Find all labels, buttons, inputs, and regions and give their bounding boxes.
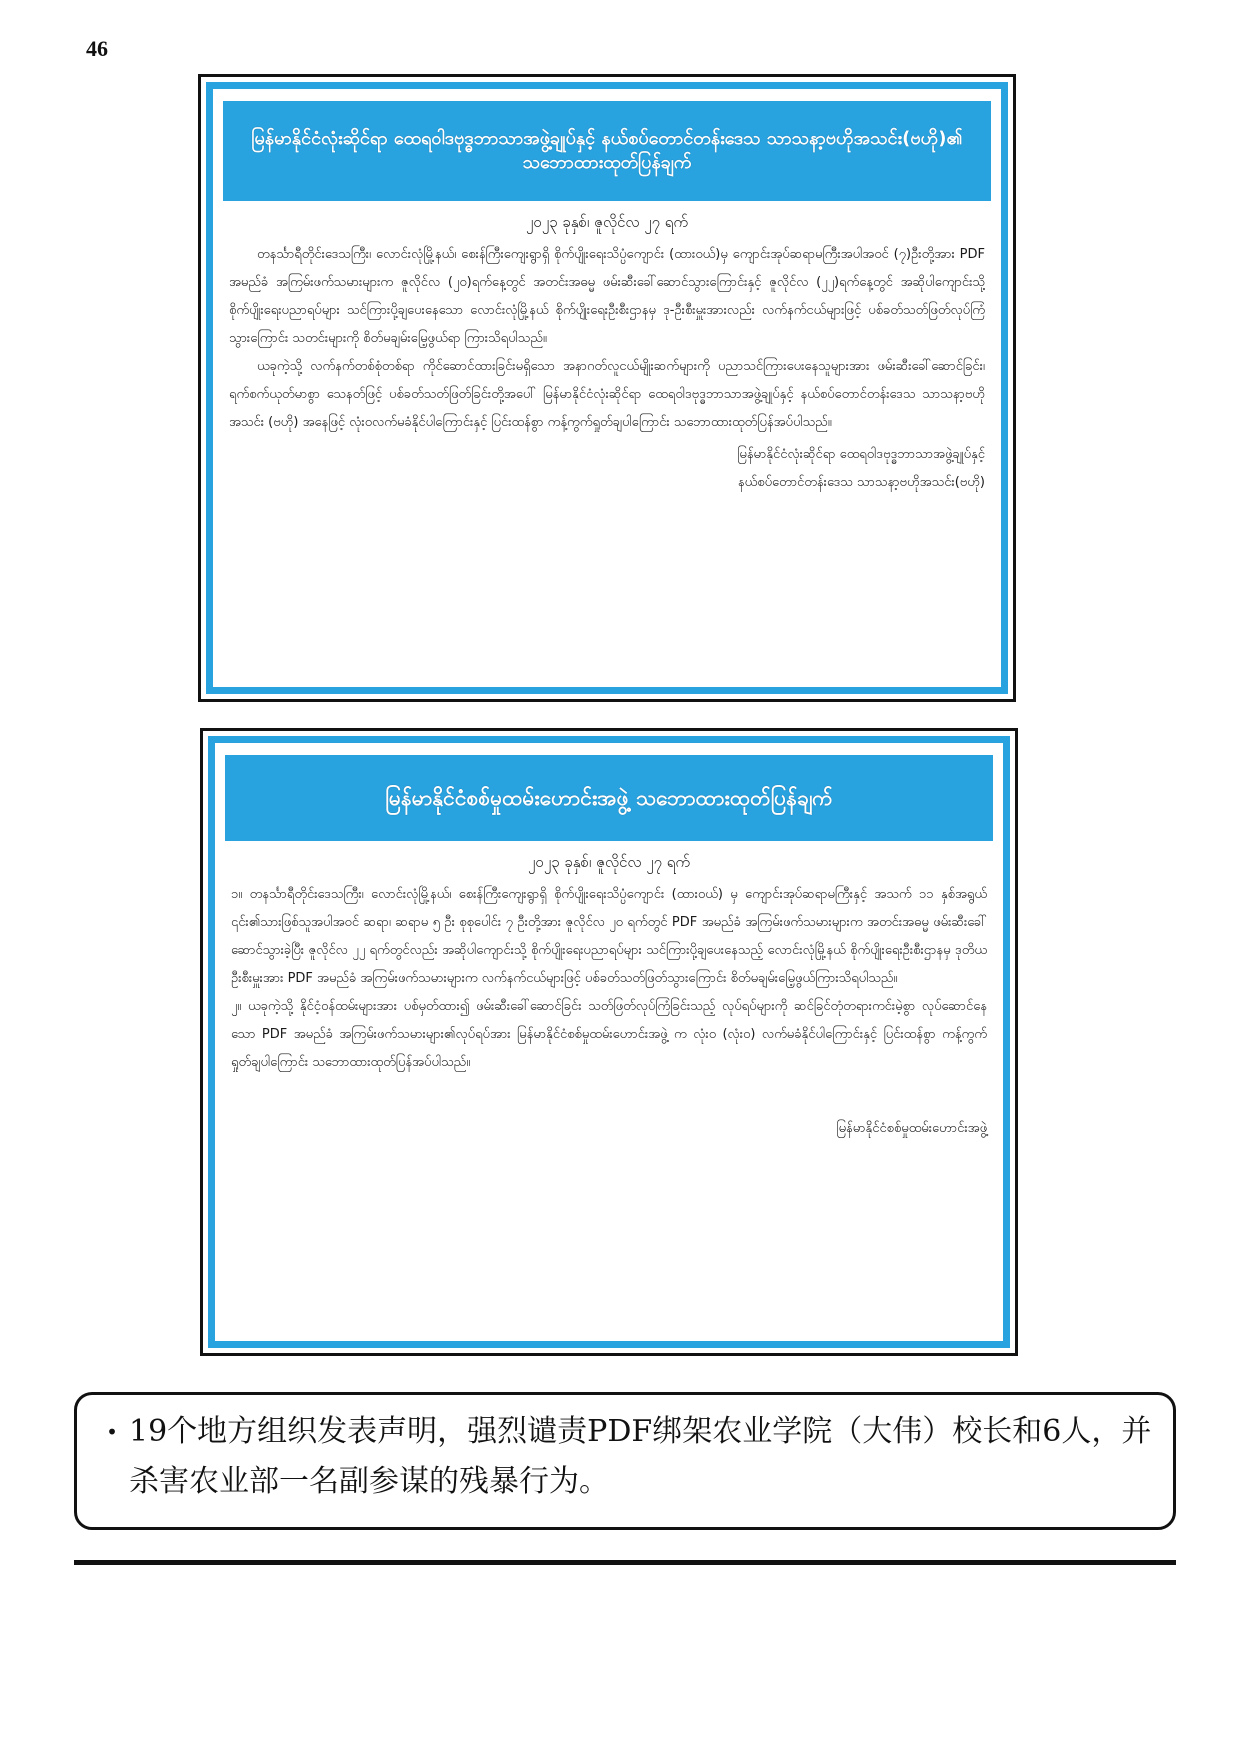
statement-signature-2 <box>225 1115 993 1143</box>
summary-text: 19个地方组织发表声明，强烈谴责PDF绑架农业学院（大伟）校长和6人，并杀害农业部一名副参谋的残暴行为。 <box>129 1414 1152 1499</box>
statement-frame-2 <box>208 736 1010 1348</box>
page-number: 46 <box>86 36 108 61</box>
statement-frame-1 <box>206 82 1008 694</box>
bullet-icon: • <box>106 1420 118 1444</box>
statement-1-paragraph-1: တနင်္သာရီတိုင်းဒေသကြီး၊ လောင်းလုံမြို့နယ်၊ စေးန်ကြီးကျေးရွာရှိ စိုက်ပျိုးရေးသိပ္ပံကျောင်း (ထားဝယ်)မှ ကျောင်းအုပ်ဆရာမကြီးအပါအဝင် (၇)ဦးတို့အား PDF အမည်ခံ အကြမ်းဖက်သမားများက ဇူလိုင်လ (၂၀)ရက်နေ့တွင် အတင်းအဓမ္မ ဖမ်းဆီးခေါ်ဆောင်သွားကြောင်းနှင့် ဇူလိုင်လ (၂၂)ရက်နေ့တွင် အဆိုပါကျောင်းသို့ စိုက်ပျိုးရေးပညာရပ်များ သင်ကြားပို့ချပေးနေသော လောင်းလုံမြို့နယ် စိုက်ပျိုးရေးဦးစီးဌာနမှ ဒု-ဦးစီးမှူးအားလည်း လက်နက်ငယ်များဖြင့် ပစ်ခတ်သတ်ဖြတ်လုပ်ကြံသွားကြောင်း သတင်းများကို စိတ်မချမ်းမြေ့ဖွယ်ရာ ကြားသိရပါသည်။ <box>229 247 985 346</box>
statement-box-1 <box>198 74 1016 702</box>
summary-item <box>95 1407 1157 1507</box>
summary-box <box>74 1392 1176 1530</box>
statement-1-paragraph-2: ယခုကဲ့သို့ လက်နက်တစ်စုံတစ်ရာ ကိုင်ဆောင်ထားခြင်းမရှိသော အနာဂတ်လူငယ်မျိုးဆက်များကို ပညာသင်ကြားပေးနေသူများအား ဖမ်းဆီးခေါ်ဆောင်ခြင်း၊ ရက်စက်ယုတ်မာစွာ သေနတ်ဖြင့် ပစ်ခတ်သတ်ဖြတ်ခြင်းတို့အပေါ် မြန်မာနိုင်ငံလုံးဆိုင်ရာ ထေရဝါဒဗုဒ္ဓဘာသာအဖွဲ့ချုပ်နှင့် နယ်စပ်တောင်တန်းဒေသ သာသနာ့ဗဟိုအသင်း (ဗဟို) အနေဖြင့် လုံးဝလက်မခံနိုင်ပါကြောင်းနှင့် ပြင်းထန်စွာ ကန့်ကွက်ရှုတ်ချပါကြောင်း သဘောထားထုတ်ပြန်အပ်ပါသည်။ <box>229 359 985 430</box>
statement-body-2 <box>225 881 993 1077</box>
statement-2-paragraph-2: ၂။ ယခုကဲ့သို့ နိုင်ငံ့ဝန်ထမ်းများအား ပစ်မှတ်ထား၍ ဖမ်းဆီးခေါ်ဆောင်ခြင်း သတ်ဖြတ်လုပ်ကြံခြင်းသည့် လုပ်ရပ်များကို ဆင်ခြင်တုံတရားကင်းမဲ့စွာ လုပ်ဆောင်နေသော PDF အမည်ခံ အကြမ်းဖက်သမားများ၏လုပ်ရပ်အား မြန်မာနိုင်ငံစစ်မှုထမ်းဟောင်းအဖွဲ့ က လုံးဝ (လုံးဝ) လက်မခံနိုင်ပါကြောင်းနှင့် ပြင်းထန်စွာ ကန့်ကွက်ရှုတ်ချပါကြောင်း သဘောထားထုတ်ပြန်အပ်ပါသည်။ <box>231 999 987 1070</box>
statement-body-1 <box>223 241 991 437</box>
horizontal-rule <box>74 1560 1176 1565</box>
statement-box-2 <box>200 728 1018 1356</box>
statement-title-1: မြန်မာနိုင်ငံလုံးဆိုင်ရာ ထေရဝါဒဗုဒ္ဓဘာသာအဖွဲ့ချုပ်နှင့် နယ်စပ်တောင်တန်းဒေသ သာသနာ့ဗဟိုအသင်း(ဗဟို)၏ သဘောထားထုတ်ပြန်ချက် <box>223 101 991 201</box>
statement-2-paragraph-1: ၁။ တနင်္သာရီတိုင်းဒေသကြီး၊ လောင်းလုံမြို့နယ်၊ စေးန်ကြီးကျေးရွာရှိ စိုက်ပျိုးရေးသိပ္ပံကျောင်း (ထားဝယ်) မှ ကျောင်းအုပ်ဆရာမကြီးနှင့် အသက် ၁၁ နှစ်အရွယ် ၎င်း၏သားဖြစ်သူအပါအဝင် ဆရာ၊ ဆရာမ ၅ ဦး စုစုပေါင်း ၇ ဦးတို့အား ဇူလိုင်လ ၂၀ ရက်တွင် PDF အမည်ခံ အကြမ်းဖက်သမားများက အတင်းအဓမ္မ ဖမ်းဆီးခေါ်ဆောင်သွားခဲ့ပြီး ဇူလိုင်လ ၂၂ ရက်တွင်လည်း အဆိုပါကျောင်းသို့ စိုက်ပျိုးရေးပညာရပ်များ သင်ကြားပို့ချပေးနေသည့် လောင်းလုံမြို့နယ် စိုက်ပျိုးရေးဦးစီးဌာနမှ ဒုတိယဦးစီးမှူးအား PDF အမည်ခံ အကြမ်းဖက်သမားများက လက်နက်ငယ်များဖြင့် ပစ်ခတ်သတ်ဖြတ်သွားကြောင်း စိတ်မချမ်းမြေ့ဖွယ်ကြားသိရပါသည်။ <box>231 887 987 986</box>
signature-line: နယ်စပ်တောင်တန်းဒေသ သာသနာ့ဗဟိုအသင်း(ဗဟို) <box>737 475 985 490</box>
statement-signature-1 <box>223 441 991 497</box>
statement-date-2: ၂၀၂၃ ခုနှစ်၊ ဇူလိုင်လ ၂၇ ရက် <box>527 853 691 871</box>
statement-title-2: မြန်မာနိုင်ငံစစ်မှုထမ်းဟောင်းအဖွဲ့ သဘောထားထုတ်ပြန်ချက် <box>225 755 993 841</box>
signature-line: မြန်မာနိုင်ငံလုံးဆိုင်ရာ ထေရဝါဒဗုဒ္ဓဘာသာအဖွဲ့ချုပ်နှင့် <box>737 447 985 462</box>
statement-date-1: ၂၀၂၃ ခုနှစ်၊ ဇူလိုင်လ ၂၇ ရက် <box>525 213 689 231</box>
signature-line: မြန်မာနိုင်ငံစစ်မှုထမ်းဟောင်းအဖွဲ့ <box>836 1121 987 1136</box>
